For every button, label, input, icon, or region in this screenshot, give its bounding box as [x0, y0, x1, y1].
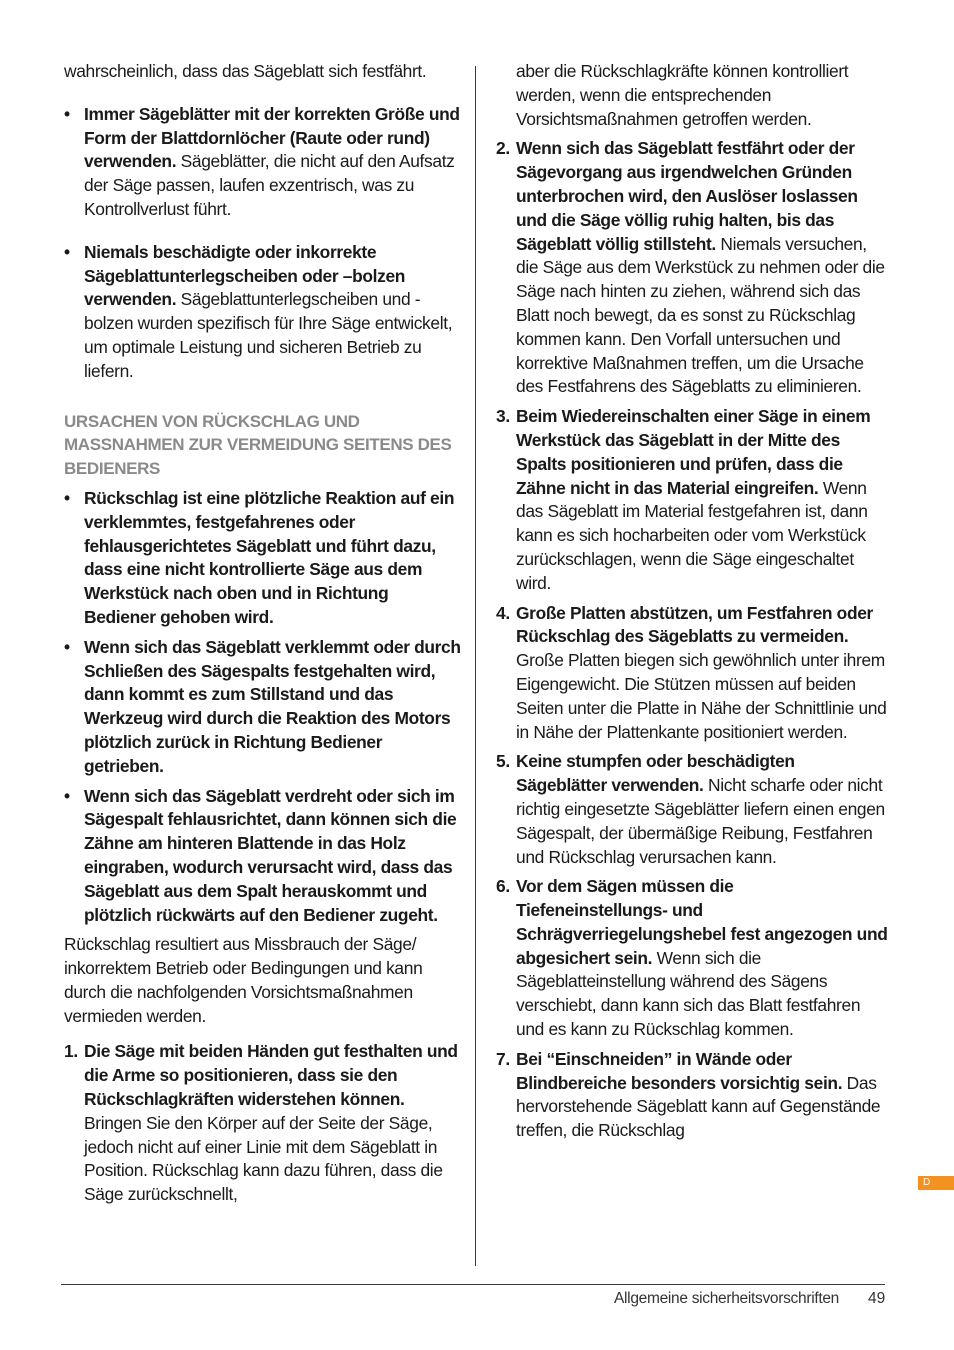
- language-tab: D: [918, 1176, 954, 1190]
- bullet-marker: •: [64, 636, 70, 657]
- item-number: 7.: [496, 1048, 510, 1069]
- bullet-bold: Wenn sich das Sägeblatt verdreht oder sich im Sägespalt fehlausrichtet, dann können sich die Zähne am hinteren Blattende in das Holz eingraben, wodurch verursacht wird, dass das Sägeblatt aus dem Spalt herauskommt und plötzlich rückwärts auf den Bediener zugeht.: [84, 785, 457, 925]
- continued-text: aber die Rückschlagkräfte können kontrolliert werden, wenn die entsprechenden Vorsichtsmaßnahmen getroffen werden.: [516, 61, 849, 129]
- numbered-item: [496, 405, 888, 595]
- item-number: 5.: [496, 751, 510, 772]
- bullet-item: [64, 487, 462, 630]
- numbered-item: [496, 602, 888, 745]
- bullet-item: [64, 636, 462, 779]
- body-paragraph: Rückschlag resultiert aus Missbrauch der Säge/ inkorrektem Betrieb oder Bedingungen und kann durch die nachfolgenden Vorsichtsmaßnahmen vermieden werden.: [64, 934, 423, 1026]
- left-column: [64, 60, 462, 1207]
- item-text: Nicht scharfe oder nicht richtig eingesetzte Sägeblätter liefern einen engen Sägespalt, der übermäßige Reibung, Festfahren und Rückschlag verursachen kann.: [516, 775, 885, 867]
- item-number: 1.: [64, 1041, 78, 1062]
- numbered-item: [496, 875, 888, 1042]
- numbered-item: [496, 1048, 888, 1143]
- item-text: Das hervorstehende Sägeblatt kann auf Gegenstände treffen, die Rückschlag: [516, 1072, 881, 1141]
- bullet-item: [64, 103, 462, 222]
- numbered-item: [496, 750, 888, 869]
- item-number: 6.: [496, 876, 510, 897]
- item-bold: Bei “Einschneiden” in Wände oder Blindbereiche besonders vorsichtig sein.: [516, 1048, 843, 1093]
- item-bold: Vor dem Sägen müssen die Tiefeneinstellungs- und Schrägverriegelungshebel fest angezogen und abgesichert sein.: [516, 876, 888, 968]
- intro-text: wahrscheinlich, dass das Sägeblatt sich festfährt.: [64, 61, 427, 81]
- bullet-bold: Immer Sägeblätter mit der korrekten Größe und Form der Blattdornlöcher (Raute oder rund) verwenden.: [84, 103, 460, 172]
- section-heading: URSACHEN VON RÜCKSCHLAG UND MASSNAHMEN ZUR VERMEIDUNG SEITENS DES BEDIENERS: [64, 411, 452, 479]
- item-bold: Die Säge mit beiden Händen gut festhalten und die Arme so positionieren, dass sie den Rückschlagkräften widerstehen können.: [84, 1041, 458, 1110]
- bullet-marker: •: [64, 487, 70, 508]
- footer-title: Allgemeine sicherheitsvorschriften: [614, 1290, 839, 1307]
- item-text: Große Platten biegen sich gewöhnlich unter ihrem Eigengewicht. Die Stützen müssen auf beiden Seiten unter die Platte in Nähe der Schnittlinie und in Nähe der Plattenkante positioniert werden.: [516, 650, 887, 742]
- item-number: 4.: [496, 602, 510, 623]
- item-bold: Keine stumpfen oder beschädigten Sägeblätter verwenden.: [516, 751, 795, 796]
- bullet-item: [64, 785, 462, 928]
- item-text: Wenn sich die Sägeblatteinstellung während des Sägens verschiebt, dann kann sich das Blatt festfahren und es kann zu Rückschlag kommen.: [516, 947, 861, 1040]
- footer-rule: [61, 1284, 885, 1285]
- numbered-item: [496, 137, 888, 399]
- item-bold: Große Platten abstützen, um Festfahren oder Rückschlag des Sägeblatts zu vermeiden.: [516, 602, 873, 647]
- page-number: 49: [868, 1290, 886, 1307]
- column-divider: [475, 66, 476, 1266]
- bullet-bold: Niemals beschädigte oder inkorrekte Sägeblattunterlegscheiben oder –bolzen verwenden.: [84, 241, 406, 310]
- bullet-marker: •: [64, 785, 70, 806]
- item-bold: Wenn sich das Sägeblatt festfährt oder der Sägevorgang aus irgendwelchen Gründen unterbrochen wird, den Auslöser loslassen und die Säge völlig ruhig halten, bis das Sägeblatt völlig stillsteht.: [516, 138, 858, 254]
- item-text: Wenn das Sägeblatt im Material festgefahren ist, dann kann es sich hocharbeiten oder vom Werkstück zurückschlagen, wenn die Säge eingeschaltet wird.: [516, 477, 868, 593]
- bullet-marker: •: [64, 103, 70, 124]
- item-bold: Beim Wiedereinschalten einer Säge in einem Werkstück das Sägeblatt in der Mitte des Spalts positionieren und prüfen, dass die Zähne nicht in das Material eingreifen.: [516, 406, 871, 498]
- item-text: Niemals versuchen, die Säge aus dem Werkstück zu nehmen oder die Säge nach hinten zu ziehen, während sich das Blatt noch bewegt, da es sonst zu Rückschlag kommen kann. Den Vorfall untersuchen und korrektive Maßnahmen treffen, um die Ursache des Festfahrens des Sägeblatts zu eliminieren.: [516, 233, 885, 397]
- bullet-item: [64, 241, 462, 384]
- bullet-bold: Wenn sich das Sägeblatt verklemmt oder durch Schließen des Sägespalts festgehalten wird, dann kommt es zum Stillstand und das Werkzeug wird durch die Reaktion des Motors plötzlich zurück in Richtung Bediener getrieben.: [84, 636, 461, 776]
- numbered-item: [64, 1040, 462, 1207]
- bullet-marker: •: [64, 241, 70, 262]
- item-number: 3.: [496, 406, 510, 427]
- bullet-bold: Rückschlag ist eine plötzliche Reaktion auf ein verklemmtes, festgefahrenes oder fehlausgerichtetes Sägeblatt und führt dazu, dass eine nicht kontrollierte Säge aus dem Werkstück nach oben und in Richtung Bediener gehoben wird.: [84, 487, 455, 627]
- bullet-text: Sägeblattunterlegscheiben und -bolzen wurden spezifisch für Ihre Säge entwickelt, um optimale Leistung und sicheren Betrieb zu liefern.: [84, 289, 453, 381]
- item-text: Bringen Sie den Körper auf der Seite der Säge, jedoch nicht auf einer Linie mit dem Sägeblatt in Position. Rückschlag kann dazu führen, dass die Säge zurückschnellt,: [84, 1112, 443, 1205]
- right-column: [496, 60, 888, 1143]
- bullet-text: Sägeblätter, die nicht auf den Aufsatz der Säge passen, laufen exzentrisch, was zu Kontrollverlust führt.: [84, 151, 455, 219]
- item-number: 2.: [496, 138, 510, 159]
